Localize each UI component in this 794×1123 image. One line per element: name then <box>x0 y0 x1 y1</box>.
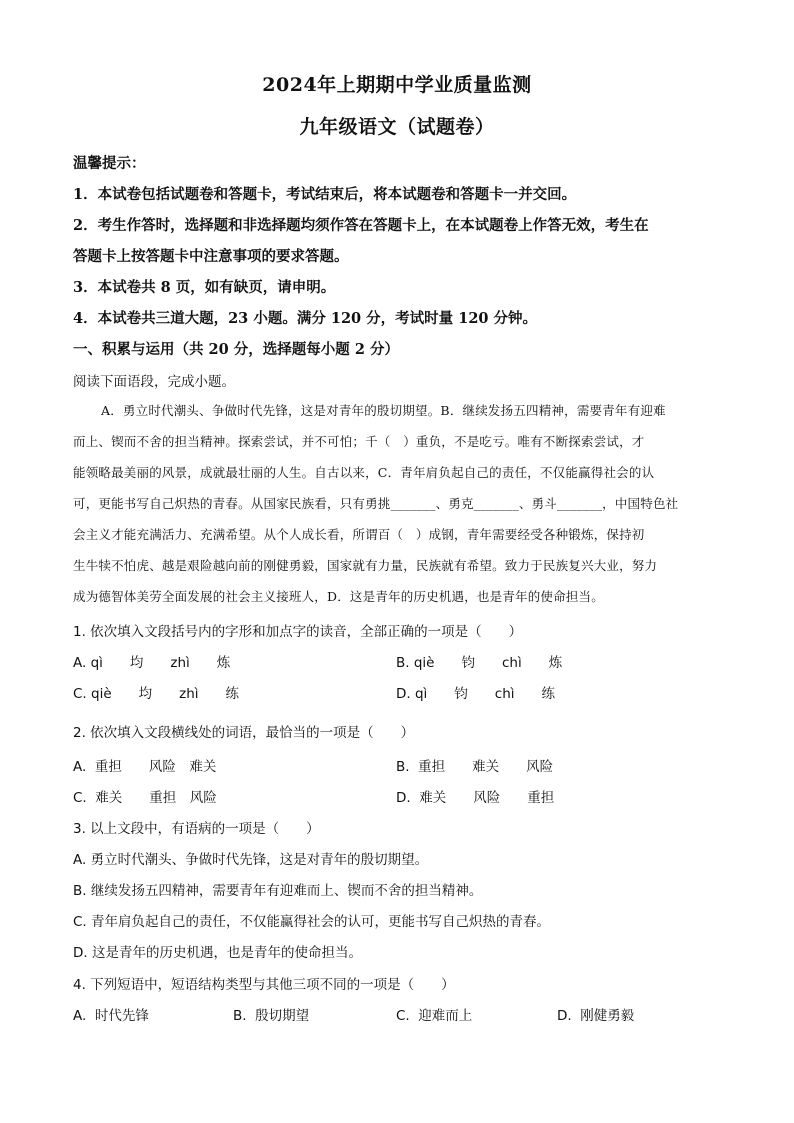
option-c: C. qiè 均 zhì 练 <box>73 686 240 702</box>
exam-subtitle: 九年级语文（试题卷） <box>299 116 495 138</box>
passage-line: 可，更能书写自己炽热的青春。从国家民族看，只有勇挑_______、勇克_______、勇斗_______，中国特色社 <box>73 496 679 511</box>
option-b: B. 重担 难关 风险 <box>396 759 554 775</box>
passage-line: 能领略最美丽的风景，成就最壮丽的人生。自古以来，C．青年肩负起自己的责任，不仅能赢得社会的认 <box>73 465 655 480</box>
passage-line: A．勇立时代潮头、争做时代先锋，这是对青年的殷切期望。B．继续发扬五四精神，需要青年有迎难 <box>101 403 666 418</box>
question-stem: 4. 下列短语中，短语结构类型与其他三项不同的一项是（ ） <box>73 977 455 993</box>
passage-line: 而上、锲而不舍的担当精神。探索尝试，并不可怕；千（ ）重负，不是吃亏。唯有不断探索尝试，才 <box>73 434 645 449</box>
option-c: C. 难关 重担 风险 <box>73 790 217 806</box>
option-b: B. qiè 钧 chì 炼 <box>396 655 563 671</box>
option-c: C. 青年肩负起自己的责任，不仅能赢得社会的认可，更能书写自己炽热的青春。 <box>73 914 551 930</box>
passage-line: 生牛犊不怕虎、越是艰险越向前的刚健勇毅，国家就有力量，民族就有希望。致力于民族复兴大业，努力 <box>73 558 658 573</box>
tip-item: 1．本试卷包括试题卷和答题卡，考试结束后，将本试题卷和答题卡一并交回。 <box>73 186 577 203</box>
option-a: A. 勇立时代潮头、争做时代先锋，这是对青年的殷切期望。 <box>73 852 429 868</box>
tips-heading: 温馨提示： <box>73 155 146 172</box>
question-stem: 2. 依次填入文段横线处的词语，最恰当的一项是（ ） <box>73 725 415 741</box>
option-a: A. qì 均 zhì 炼 <box>73 655 231 671</box>
section-heading: 一、积累与运用（共 20 分，选择题每小题 2 分） <box>73 341 399 358</box>
option-a: A. 时代先锋 <box>73 1008 149 1024</box>
passage-line: 会主义才能充满活力、充满希望。从个人成长看，所谓百（ ）成钢，青年需要经受各种锻炼，保持初 <box>73 527 645 542</box>
tip-item: 答题卡上按答题卡中注意事项的要求答题。 <box>73 248 349 265</box>
option-b: B. 殷切期望 <box>233 1008 310 1024</box>
reading-instruction: 阅读下面语段，完成小题。 <box>73 374 235 390</box>
tip-item: 2．考生作答时，选择题和非选择题均须作答在答题卡上，在本试题卷上作答无效，考生在 <box>73 217 649 234</box>
exam-title: 2024年上期期中学业质量监测 <box>262 74 532 96</box>
tip-item: 4．本试卷共三道大题，23 小题。满分 120 分，考试时量 120 分钟。 <box>73 310 538 327</box>
passage-line: 成为德智体美劳全面发展的社会主义接班人，D．这是青年的历史机遇，也是青年的使命担当。 <box>73 589 604 604</box>
option-c: C. 迎难而上 <box>396 1008 473 1024</box>
option-a: A. 重担 风险 难关 <box>73 759 217 775</box>
tip-item: 3．本试卷共 8 页，如有缺页，请申明。 <box>73 279 336 296</box>
question-stem: 1. 依次填入文段括号内的字形和加点字的读音，全部正确的一项是（ ） <box>73 624 523 640</box>
question-stem: 3. 以上文段中，有语病的一项是（ ） <box>73 821 320 837</box>
option-d: D. 刚健勇毅 <box>557 1008 635 1024</box>
option-d: D. qì 钧 chì 练 <box>396 686 556 702</box>
option-d: D. 这是青年的历史机遇，也是青年的使命担当。 <box>73 945 362 961</box>
option-d: D. 难关 风险 重担 <box>396 790 555 806</box>
option-b: B. 继续发扬五四精神，需要青年有迎难而上、锲而不舍的担当精神。 <box>73 883 483 899</box>
